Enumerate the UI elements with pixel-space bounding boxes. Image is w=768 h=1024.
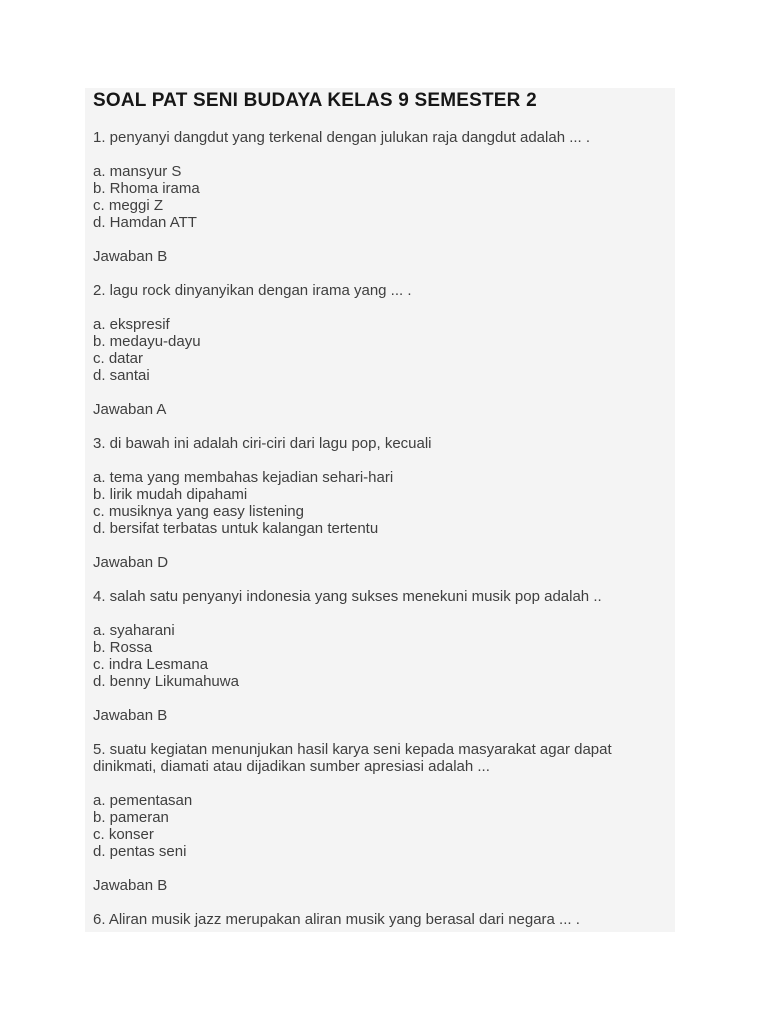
option-c: c. konser bbox=[93, 826, 154, 843]
option-c: c. indra Lesmana bbox=[93, 656, 209, 673]
page-title: SOAL PAT SENI BUDAYA KELAS 9 SEMESTER 2 bbox=[93, 90, 537, 111]
options-list bbox=[93, 316, 661, 384]
question-block-3 bbox=[93, 435, 661, 571]
option-a: a. mansyur S bbox=[93, 163, 182, 180]
option-a: a. ekspresif bbox=[93, 316, 170, 333]
option-d: d. Hamdan ATT bbox=[93, 214, 197, 231]
option-b: b. pameran bbox=[93, 809, 169, 826]
option-d: d. santai bbox=[93, 367, 150, 384]
question-block-5 bbox=[93, 741, 661, 894]
options-list bbox=[93, 792, 661, 860]
question-text: 6. Aliran musik jazz merupakan aliran musik yang berasal dari negara ... . bbox=[93, 911, 580, 928]
option-a: a. pementasan bbox=[93, 792, 193, 809]
options-list bbox=[93, 469, 661, 537]
answer-text: Jawaban B bbox=[93, 707, 168, 724]
question-text: 3. di bawah ini adalah ciri-ciri dari lagu pop, kecuali bbox=[93, 435, 432, 452]
option-d: d. benny Likumahuwa bbox=[93, 673, 239, 690]
question-block-6 bbox=[93, 911, 661, 928]
option-c: c. musiknya yang easy listening bbox=[93, 503, 304, 520]
document-page bbox=[85, 88, 675, 932]
option-c: c. meggi Z bbox=[93, 197, 164, 214]
option-b: b. Rossa bbox=[93, 639, 153, 656]
answer-text: Jawaban A bbox=[93, 401, 167, 418]
option-b: b. medayu-dayu bbox=[93, 333, 201, 350]
question-text: 1. penyanyi dangdut yang terkenal dengan julukan raja dangdut adalah ... . bbox=[93, 129, 591, 146]
question-text: 5. suatu kegiatan menunjukan hasil karya seni kepada masyarakat agar dapat dinikmati, diamati atau dijadikan sumber apresiasi adalah ... bbox=[93, 741, 612, 775]
answer-text: Jawaban B bbox=[93, 248, 168, 265]
question-block-1 bbox=[93, 129, 661, 265]
option-d: d. bersifat terbatas untuk kalangan tertentu bbox=[93, 520, 379, 537]
option-c: c. datar bbox=[93, 350, 144, 367]
option-a: a. syaharani bbox=[93, 622, 175, 639]
option-b: b. lirik mudah dipahami bbox=[93, 486, 248, 503]
question-text: 4. salah satu penyanyi indonesia yang sukses menekuni musik pop adalah .. bbox=[93, 588, 602, 605]
option-b: b. Rhoma irama bbox=[93, 180, 200, 197]
question-block-4 bbox=[93, 588, 661, 724]
options-list bbox=[93, 622, 661, 690]
option-a: a. tema yang membahas kejadian sehari-hari bbox=[93, 469, 394, 486]
option-d: d. pentas seni bbox=[93, 843, 187, 860]
answer-text: Jawaban B bbox=[93, 877, 168, 894]
question-block-2 bbox=[93, 282, 661, 418]
answer-text: Jawaban D bbox=[93, 554, 169, 571]
options-list bbox=[93, 163, 661, 231]
question-text: 2. lagu rock dinyanyikan dengan irama yang ... . bbox=[93, 282, 412, 299]
